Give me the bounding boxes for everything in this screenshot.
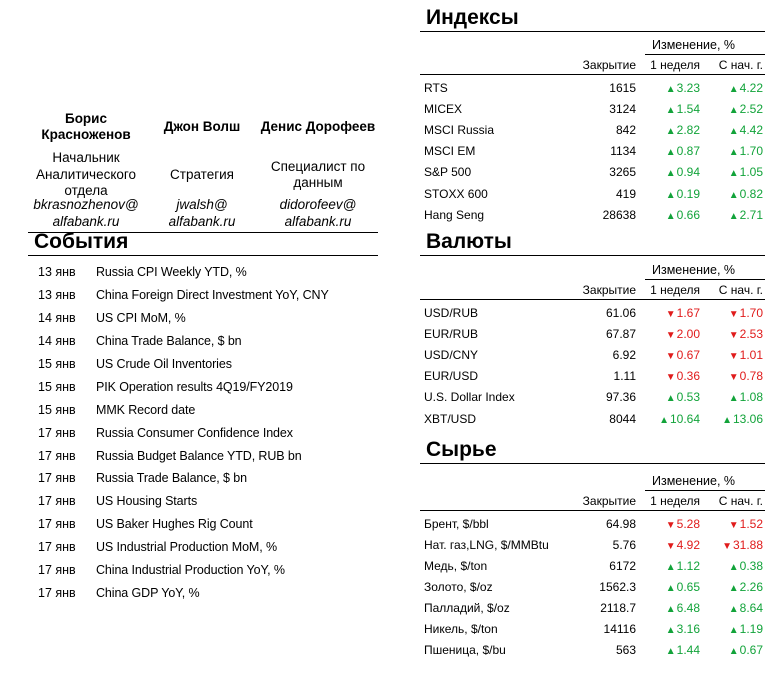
instrument-name: MICEX (424, 101, 463, 116)
event-date: 15 янв (38, 402, 76, 417)
close-value: 8044 (609, 411, 636, 426)
week-change (636, 187, 700, 201)
ytd-change (700, 123, 763, 137)
week-change (636, 412, 700, 426)
ytd-change-value: 0.67 (739, 642, 763, 657)
table-row (420, 618, 765, 639)
change-header-label: Изменение, % (652, 474, 736, 488)
week-change-value: 1.67 (676, 305, 700, 320)
analyst-name: Борис Красноженов (41, 110, 131, 142)
table-row (420, 387, 765, 408)
analyst-contacts (28, 101, 378, 233)
close-value: 3265 (609, 165, 636, 180)
event-date: 13 янв (38, 265, 76, 280)
event-row (28, 375, 378, 398)
events-list (28, 261, 378, 604)
ytd-change-value: 1.52 (739, 516, 763, 531)
table-row (420, 639, 765, 660)
analyst-name: Денис Дорофеев (260, 118, 376, 134)
week-change (636, 348, 700, 362)
arrow-up-icon: ▲ (728, 624, 739, 636)
column-header-ytd: С нач. г. (718, 493, 763, 508)
change-header (420, 472, 765, 491)
week-change (636, 144, 700, 158)
event-row (28, 467, 378, 490)
analyst-card (144, 101, 260, 230)
indices-title: Индексы (420, 5, 765, 32)
column-header-week: 1 неделя (650, 57, 700, 72)
event-date: 17 янв (38, 425, 76, 440)
arrow-down-icon: ▼ (665, 372, 676, 384)
analyst-card (260, 101, 376, 230)
event-date: 17 янв (38, 471, 76, 486)
arrow-down-icon: ▼ (728, 308, 739, 320)
week-change-value: 3.23 (676, 80, 700, 95)
week-change-value: 2.00 (676, 326, 700, 341)
indices-table (420, 36, 765, 225)
instrument-name: MSCI Russia (424, 122, 495, 137)
analyst-email[interactable] (28, 197, 144, 230)
change-header-label: Изменение, % (652, 38, 736, 52)
week-change-value: 1.44 (676, 642, 700, 657)
week-change (636, 102, 700, 116)
event-description: MMK Record date (96, 402, 196, 417)
arrow-down-icon: ▼ (728, 329, 739, 341)
close-value: 1562.3 (599, 579, 636, 594)
event-row (28, 307, 378, 330)
analyst-email-user[interactable]: bkrasnozhenov@ (33, 197, 139, 212)
close-value: 419 (615, 186, 636, 201)
event-row (28, 513, 378, 536)
table-row (420, 344, 765, 365)
events-title: События (28, 229, 378, 256)
instrument-name: Медь, $/ton (424, 558, 488, 573)
event-date: 17 янв (38, 540, 76, 555)
arrow-up-icon: ▲ (728, 104, 739, 116)
event-description: Russia Consumer Confidence Index (96, 425, 293, 440)
event-description: China Trade Balance, $ bn (96, 334, 242, 349)
ytd-change-value: 2.52 (739, 101, 763, 116)
arrow-up-icon: ▲ (665, 561, 676, 573)
analyst-name: Джон Волш (163, 118, 241, 134)
ytd-change (700, 327, 763, 341)
week-change (636, 622, 700, 636)
week-change-value: 0.53 (676, 390, 700, 405)
week-change (636, 165, 700, 179)
event-description: PIK Operation results 4Q19/FY2019 (96, 379, 293, 394)
event-date: 15 янв (38, 357, 76, 371)
week-change (636, 369, 700, 383)
event-row (28, 284, 378, 307)
event-description: US Crude Oil Inventories (96, 357, 232, 371)
close-value: 5.76 (612, 537, 636, 552)
close-value: 3124 (609, 101, 636, 116)
week-change-value: 0.67 (676, 347, 700, 362)
instrument-name: XBT/USD (424, 411, 477, 426)
arrow-up-icon: ▲ (665, 210, 676, 222)
week-change-value: 0.94 (676, 165, 700, 180)
instrument-name: EUR/USD (424, 369, 479, 384)
arrow-down-icon: ▼ (665, 308, 676, 320)
ytd-change-value: 2.26 (739, 579, 763, 594)
instrument-name: U.S. Dollar Index (424, 390, 515, 405)
event-description: US Baker Hughes Rig Count (96, 517, 253, 532)
ytd-change-value: 1.01 (739, 347, 763, 362)
currencies-table (420, 261, 765, 429)
column-headers (420, 491, 765, 511)
instrument-name: USD/CNY (424, 347, 479, 362)
event-row (28, 261, 378, 284)
ytd-change (700, 102, 763, 116)
analyst-email-domain[interactable]: alfabank.ru (284, 213, 352, 229)
ytd-change (700, 187, 763, 201)
event-row (28, 444, 378, 467)
change-header-divider (645, 279, 765, 280)
close-value: 67.87 (605, 326, 636, 341)
week-change-value: 10.64 (669, 411, 700, 426)
week-change-value: 0.19 (676, 186, 700, 201)
analyst-role: Специалист по данным (270, 158, 366, 190)
commodities-title: Сырье (420, 437, 765, 464)
table-row (420, 366, 765, 387)
event-row (28, 398, 378, 421)
event-row (28, 490, 378, 513)
instrument-name: Hang Seng (424, 207, 485, 222)
arrow-up-icon: ▲ (728, 210, 739, 222)
column-headers (420, 280, 765, 300)
arrow-up-icon: ▲ (665, 168, 676, 180)
arrow-up-icon: ▲ (728, 147, 739, 159)
event-date: 17 янв (38, 448, 76, 463)
arrow-down-icon: ▼ (665, 350, 676, 362)
event-row (28, 581, 378, 604)
week-change-value: 0.66 (676, 207, 700, 222)
ytd-change-value: 1.08 (739, 390, 763, 405)
ytd-change (700, 643, 763, 657)
arrow-up-icon: ▲ (665, 83, 676, 95)
ytd-change-value: 4.22 (739, 80, 763, 95)
event-date: 14 янв (38, 311, 76, 326)
instrument-name: Нат. газ,LNG, $/MMBtu (424, 537, 549, 552)
column-header-week: 1 неделя (650, 493, 700, 508)
arrow-down-icon: ▼ (665, 329, 676, 341)
column-header-close: Закрытие (582, 493, 636, 508)
arrow-up-icon: ▲ (665, 603, 676, 615)
change-header (420, 36, 765, 55)
ytd-change (700, 559, 763, 573)
event-date: 14 янв (38, 334, 76, 349)
event-date: 17 янв (38, 517, 76, 532)
close-value: 6.92 (612, 347, 636, 362)
analyst-email-user[interactable]: didorofeev@ (279, 197, 357, 212)
table-row (420, 204, 765, 225)
event-description: China Foreign Direct Investment YoY, CNY (96, 288, 329, 303)
analyst-role: Начальник Аналитического отдела (35, 150, 137, 199)
arrow-down-icon: ▼ (665, 540, 676, 552)
arrow-down-icon: ▼ (728, 519, 739, 531)
change-header-label: Изменение, % (652, 263, 736, 277)
week-change (636, 517, 700, 531)
ytd-change-value: 2.53 (739, 326, 763, 341)
ytd-change (700, 144, 763, 158)
ytd-change-value: 1.70 (739, 305, 763, 320)
event-description: US Housing Starts (96, 494, 198, 509)
week-change-value: 6.48 (676, 600, 700, 615)
arrow-up-icon: ▲ (665, 624, 676, 636)
analyst-email[interactable] (144, 197, 260, 230)
ytd-change (700, 412, 763, 426)
ytd-change-value: 31.88 (732, 537, 763, 552)
ytd-change-value: 13.06 (732, 411, 763, 426)
close-value: 842 (615, 122, 636, 137)
arrow-up-icon: ▲ (728, 603, 739, 615)
arrow-down-icon: ▼ (728, 350, 739, 362)
ytd-change-value: 0.38 (739, 558, 763, 573)
event-date: 17 янв (38, 563, 76, 578)
change-header-divider (645, 490, 765, 491)
event-date: 15 янв (38, 379, 76, 394)
arrow-up-icon: ▲ (665, 147, 676, 159)
ytd-change (700, 348, 763, 362)
event-date: 17 янв (38, 585, 76, 600)
arrow-up-icon: ▲ (665, 125, 676, 137)
instrument-name: Палладий, $/oz (424, 600, 510, 615)
event-row (28, 421, 378, 444)
week-change-value: 0.87 (676, 144, 700, 159)
week-change-value: 1.12 (676, 558, 700, 573)
table-row (420, 323, 765, 344)
ytd-change (700, 165, 763, 179)
table-row (420, 162, 765, 183)
week-change (636, 123, 700, 137)
analyst-card (28, 101, 144, 230)
week-change (636, 601, 700, 615)
arrow-up-icon: ▲ (722, 414, 732, 426)
ytd-change (700, 538, 763, 552)
table-row (420, 119, 765, 140)
ytd-change (700, 580, 763, 594)
event-date: 17 янв (38, 494, 76, 509)
close-value: 64.98 (605, 516, 636, 531)
table-row (420, 576, 765, 597)
close-value: 61.06 (605, 305, 636, 320)
ytd-change-value: 1.19 (739, 621, 763, 636)
column-header-close: Закрытие (582, 57, 636, 72)
event-row (28, 559, 378, 582)
week-change-value: 1.54 (676, 101, 700, 116)
ytd-change (700, 390, 763, 404)
arrow-up-icon: ▲ (728, 393, 739, 405)
table-row (420, 98, 765, 119)
event-description: Russia Budget Balance YTD, RUB bn (96, 448, 302, 463)
arrow-up-icon: ▲ (665, 645, 676, 657)
week-change-value: 0.65 (676, 579, 700, 594)
close-value: 1615 (609, 80, 636, 95)
event-description: Russia Trade Balance, $ bn (96, 471, 247, 486)
week-change (636, 643, 700, 657)
week-change-value: 3.16 (676, 621, 700, 636)
ytd-change-value: 1.05 (739, 165, 763, 180)
arrow-up-icon: ▲ (665, 189, 676, 201)
column-header-close: Закрытие (582, 282, 636, 297)
table-row (420, 302, 765, 323)
table-row (420, 141, 765, 162)
arrow-down-icon: ▼ (665, 519, 676, 531)
week-change-value: 2.82 (676, 122, 700, 137)
week-change-value: 4.92 (676, 537, 700, 552)
week-change (636, 327, 700, 341)
ytd-change (700, 517, 763, 531)
arrow-down-icon: ▼ (722, 540, 732, 552)
week-change (636, 306, 700, 320)
analyst-email[interactable] (260, 197, 376, 230)
event-description: China Industrial Production YoY, % (96, 563, 285, 578)
instrument-name: S&P 500 (424, 165, 472, 180)
close-value: 28638 (602, 207, 636, 222)
analyst-role: Стратегия (170, 166, 234, 182)
event-row (28, 353, 378, 376)
instrument-name: Никель, $/ton (424, 621, 498, 636)
column-header-ytd: С нач. г. (718, 57, 763, 72)
arrow-up-icon: ▲ (728, 561, 739, 573)
close-value: 97.36 (605, 390, 636, 405)
arrow-up-icon: ▲ (728, 645, 739, 657)
arrow-up-icon: ▲ (728, 189, 739, 201)
week-change (636, 559, 700, 573)
instrument-name: MSCI EM (424, 144, 476, 159)
week-change (636, 538, 700, 552)
analyst-email-user[interactable]: jwalsh@ (176, 197, 228, 212)
event-row (28, 330, 378, 353)
event-date: 13 янв (38, 288, 76, 303)
arrow-up-icon: ▲ (728, 168, 739, 180)
arrow-up-icon: ▲ (665, 104, 676, 116)
arrow-up-icon: ▲ (665, 393, 676, 405)
currencies-title: Валюты (420, 229, 765, 256)
analyst-email-domain[interactable]: alfabank.ru (52, 213, 120, 229)
close-value: 563 (615, 642, 636, 657)
close-value: 6172 (609, 558, 636, 573)
week-change (636, 390, 700, 404)
ytd-change-value: 4.42 (739, 122, 763, 137)
event-description: US CPI MoM, % (96, 311, 186, 326)
close-value: 1.11 (613, 369, 636, 384)
table-row (420, 534, 765, 555)
column-header-week: 1 неделя (650, 282, 700, 297)
week-change (636, 580, 700, 594)
event-description: Russia CPI Weekly YTD, % (96, 265, 247, 280)
ytd-change-value: 0.82 (739, 186, 763, 201)
ytd-change (700, 601, 763, 615)
arrow-up-icon: ▲ (728, 582, 739, 594)
analyst-email-domain[interactable]: alfabank.ru (168, 213, 236, 229)
ytd-change (700, 81, 763, 95)
instrument-name: Золото, $/oz (424, 579, 493, 594)
instrument-name: EUR/RUB (424, 326, 479, 341)
instrument-name: Пшеница, $/bu (424, 642, 506, 657)
change-header-divider (645, 54, 765, 55)
close-value: 2118.7 (600, 600, 636, 615)
event-row (28, 536, 378, 559)
close-value: 14116 (603, 621, 636, 636)
table-row (420, 513, 765, 534)
instrument-name: USD/RUB (424, 305, 479, 320)
arrow-up-icon: ▲ (659, 414, 669, 426)
close-value: 1134 (610, 144, 636, 159)
week-change (636, 81, 700, 95)
commodities-table (420, 472, 765, 660)
instrument-name: Брент, $/bbl (424, 516, 489, 531)
table-row (420, 408, 765, 429)
week-change (636, 208, 700, 222)
arrow-up-icon: ▲ (665, 582, 676, 594)
event-description: China GDP YoY, % (96, 585, 200, 600)
instrument-name: RTS (424, 80, 448, 95)
table-row (420, 183, 765, 204)
table-row (420, 555, 765, 576)
week-change-value: 5.28 (676, 516, 700, 531)
table-row (420, 597, 765, 618)
ytd-change-value: 2.71 (739, 207, 763, 222)
instrument-name: STOXX 600 (424, 186, 488, 201)
column-header-ytd: С нач. г. (718, 282, 763, 297)
week-change-value: 0.36 (676, 369, 700, 384)
ytd-change (700, 622, 763, 636)
ytd-change-value: 0.78 (739, 369, 763, 384)
ytd-change (700, 208, 763, 222)
ytd-change-value: 1.70 (739, 144, 763, 159)
change-header (420, 261, 765, 280)
table-row (420, 77, 765, 98)
arrow-up-icon: ▲ (728, 83, 739, 95)
ytd-change (700, 369, 763, 383)
event-description: US Industrial Production MoM, % (96, 540, 278, 555)
ytd-change (700, 306, 763, 320)
arrow-up-icon: ▲ (728, 125, 739, 137)
column-headers (420, 55, 765, 75)
ytd-change-value: 8.64 (739, 600, 763, 615)
arrow-down-icon: ▼ (728, 372, 739, 384)
